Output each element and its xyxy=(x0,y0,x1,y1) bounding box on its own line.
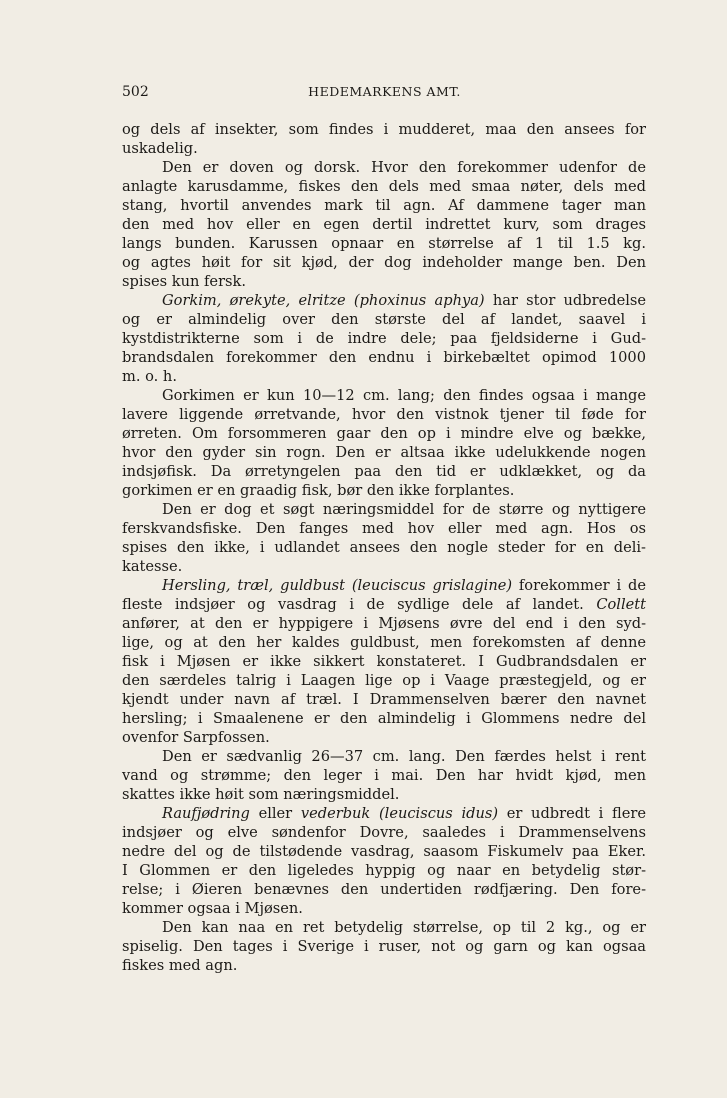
line-text: er udbredt i flere xyxy=(498,805,646,822)
text-line xyxy=(122,500,646,519)
line-text: hvor den gyder sin rogn. Den er altsaa ikke udelukkende nogen xyxy=(122,444,646,461)
line-text: kystdistrikterne som i de indre dele; paa fjeldsiderne i Gud- xyxy=(122,330,646,347)
italic-term: Raufjødring xyxy=(162,805,250,822)
text-line xyxy=(122,576,646,595)
line-text: den særdeles talrig i Laagen lige op i Vaage præstegjeld, og er xyxy=(122,672,646,689)
line-text: den med hov eller en egen dertil indrettet kurv, som drages xyxy=(122,216,646,233)
line-text: katesse. xyxy=(122,558,183,575)
line-text: skattes ikke høit som næringsmiddel. xyxy=(122,786,400,803)
text-line xyxy=(122,367,646,386)
line-text: stang, hvortil anvendes mark til agn. Af dammene tager man xyxy=(122,197,646,214)
text-line xyxy=(122,291,646,310)
text-line xyxy=(122,139,646,158)
text-line xyxy=(122,690,646,709)
text-line xyxy=(122,120,646,139)
text-line xyxy=(122,861,646,880)
line-text: eller xyxy=(249,805,301,822)
text-line xyxy=(122,348,646,367)
line-text: Gorkimen er kun 10—12 cm. lang; den findes ogsaa i mange xyxy=(162,387,646,404)
text-line xyxy=(122,329,646,348)
text-line xyxy=(122,671,646,690)
text-line xyxy=(122,880,646,899)
line-text: forekommer i de xyxy=(512,577,646,594)
line-text: og er almindelig over den største del af landet, saavel i xyxy=(122,311,646,328)
line-text: fisk i Mjøsen er ikke sikkert konstateret. I Gudbrandsdalen er xyxy=(122,653,646,670)
text-line xyxy=(122,652,646,671)
text-line xyxy=(122,424,646,443)
line-text: ørreten. Om forsommeren gaar den op i mindre elve og bække, xyxy=(122,425,646,442)
text-line xyxy=(122,519,646,538)
italic-term: Collett xyxy=(596,596,646,613)
line-text: og agtes høit for sit kjød, der dog indeholder mange ben. Den xyxy=(122,254,646,271)
line-text: m. o. h. xyxy=(122,368,177,385)
text-line xyxy=(122,386,646,405)
text-line xyxy=(122,804,646,823)
line-text: brandsdalen forekommer den endnu i birkebæltet opimod 1000 xyxy=(122,349,646,366)
line-text: spiselig. Den tages i Sverige i ruser, not og garn og kan ogsaa xyxy=(122,938,646,955)
text-line xyxy=(122,614,646,633)
text-line xyxy=(122,196,646,215)
line-text: nedre del og de tilstødende vasdrag, saasom Fiskumelv paa Eker. xyxy=(122,843,646,860)
line-text: lavere liggende ørretvande, hvor den vistnok tjener til føde for xyxy=(122,406,646,423)
text-line xyxy=(122,633,646,652)
line-text: vand og strømme; den leger i mai. Den har hvidt kjød, men xyxy=(122,767,646,784)
text-line xyxy=(122,709,646,728)
line-text: langs bunden. Karussen opnaar en størrelse af 1 til 1.5 kg. xyxy=(122,235,646,252)
text-line xyxy=(122,215,646,234)
page-header xyxy=(122,84,647,104)
text-line xyxy=(122,937,646,956)
line-text: spises kun fersk. xyxy=(122,273,247,290)
text-line xyxy=(122,899,646,918)
line-text: anfører, at den er hyppigere i Mjøsens øvre del end i den syd- xyxy=(122,615,646,632)
line-text: kjendt under navn af træl. I Drammenselven bærer den navnet xyxy=(122,691,646,708)
text-line xyxy=(122,595,646,614)
line-text: indsjøer og elve søndenfor Dovre, saaledes i Drammenselvens xyxy=(122,824,646,841)
italic-term: vederbuk (leuciscus idus) xyxy=(300,805,499,822)
line-text: fleste indsjøer og vasdrag i de sydlige dele af landet. xyxy=(122,596,597,613)
line-text: indsjøfisk. Da ørretyngelen paa den tid er udklækket, og da xyxy=(122,463,646,480)
line-text: hersling; i Smaalenene er den almindelig i Glommens nedre del xyxy=(122,710,646,727)
line-text: Den er doven og dorsk. Hvor den forekommer udenfor de xyxy=(162,159,646,176)
text-line xyxy=(122,538,646,557)
text-line xyxy=(122,823,646,842)
text-line xyxy=(122,310,646,329)
line-text: kommer ogsaa i Mjøsen. xyxy=(122,900,303,917)
line-text: gorkimen er en graadig fisk, bør den ikke forplantes. xyxy=(122,482,515,499)
text-line xyxy=(122,462,646,481)
text-line xyxy=(122,177,646,196)
line-text: I Glommen er den ligeledes hyppig og naar en betydelig stør- xyxy=(122,862,646,879)
text-line xyxy=(122,766,646,785)
text-line xyxy=(122,842,646,861)
line-text: Den er dog et søgt næringsmiddel for de større og nyttigere xyxy=(162,501,646,518)
line-text: anlagte karusdamme, fiskes den dels med smaa nøter, dels med xyxy=(122,178,646,195)
line-text: Den kan naa en ret betydelig størrelse, op til 2 kg., og er xyxy=(162,919,646,936)
text-line xyxy=(122,481,646,500)
line-text: og dels af insekter, som findes i mudderet, maa den ansees for xyxy=(122,121,646,138)
line-text: fiskes med agn. xyxy=(122,957,238,974)
line-text: Den er sædvanlig 26—37 cm. lang. Den færdes helst i rent xyxy=(162,748,646,765)
text-line xyxy=(122,918,646,937)
line-text: ferskvandsfiske. Den fanges med hov eller med agn. Hos os xyxy=(122,520,646,537)
line-text: spises den ikke, i udlandet ansees den nogle steder for en deli- xyxy=(122,539,646,556)
text-line xyxy=(122,785,646,804)
body-text xyxy=(122,120,646,975)
italic-term: Hersling, træl, guldbust (leuciscus grislagine) xyxy=(162,577,513,594)
text-line xyxy=(122,443,646,462)
text-line xyxy=(122,557,646,576)
text-line xyxy=(122,405,646,424)
text-line xyxy=(122,234,646,253)
running-head: HEDEMARKENS AMT. xyxy=(308,84,461,99)
line-text: ovenfor Sarpfossen. xyxy=(122,729,270,746)
text-line xyxy=(122,253,646,272)
text-line xyxy=(122,728,646,747)
italic-term: Gorkim, ørekyte, elritze (phoxinus aphya) xyxy=(162,292,485,309)
text-line xyxy=(122,956,646,975)
line-text: har stor udbredelse xyxy=(484,292,647,309)
text-line xyxy=(122,272,646,291)
text-line xyxy=(122,747,646,766)
line-text: relse; i Øieren benævnes den undertiden rødfjæring. Den fore- xyxy=(122,881,646,898)
line-text: lige, og at den her kaldes guldbust, men forekomsten af denne xyxy=(122,634,646,651)
line-text: uskadelig. xyxy=(122,140,198,157)
page-number: 502 xyxy=(122,84,149,100)
text-line xyxy=(122,158,646,177)
